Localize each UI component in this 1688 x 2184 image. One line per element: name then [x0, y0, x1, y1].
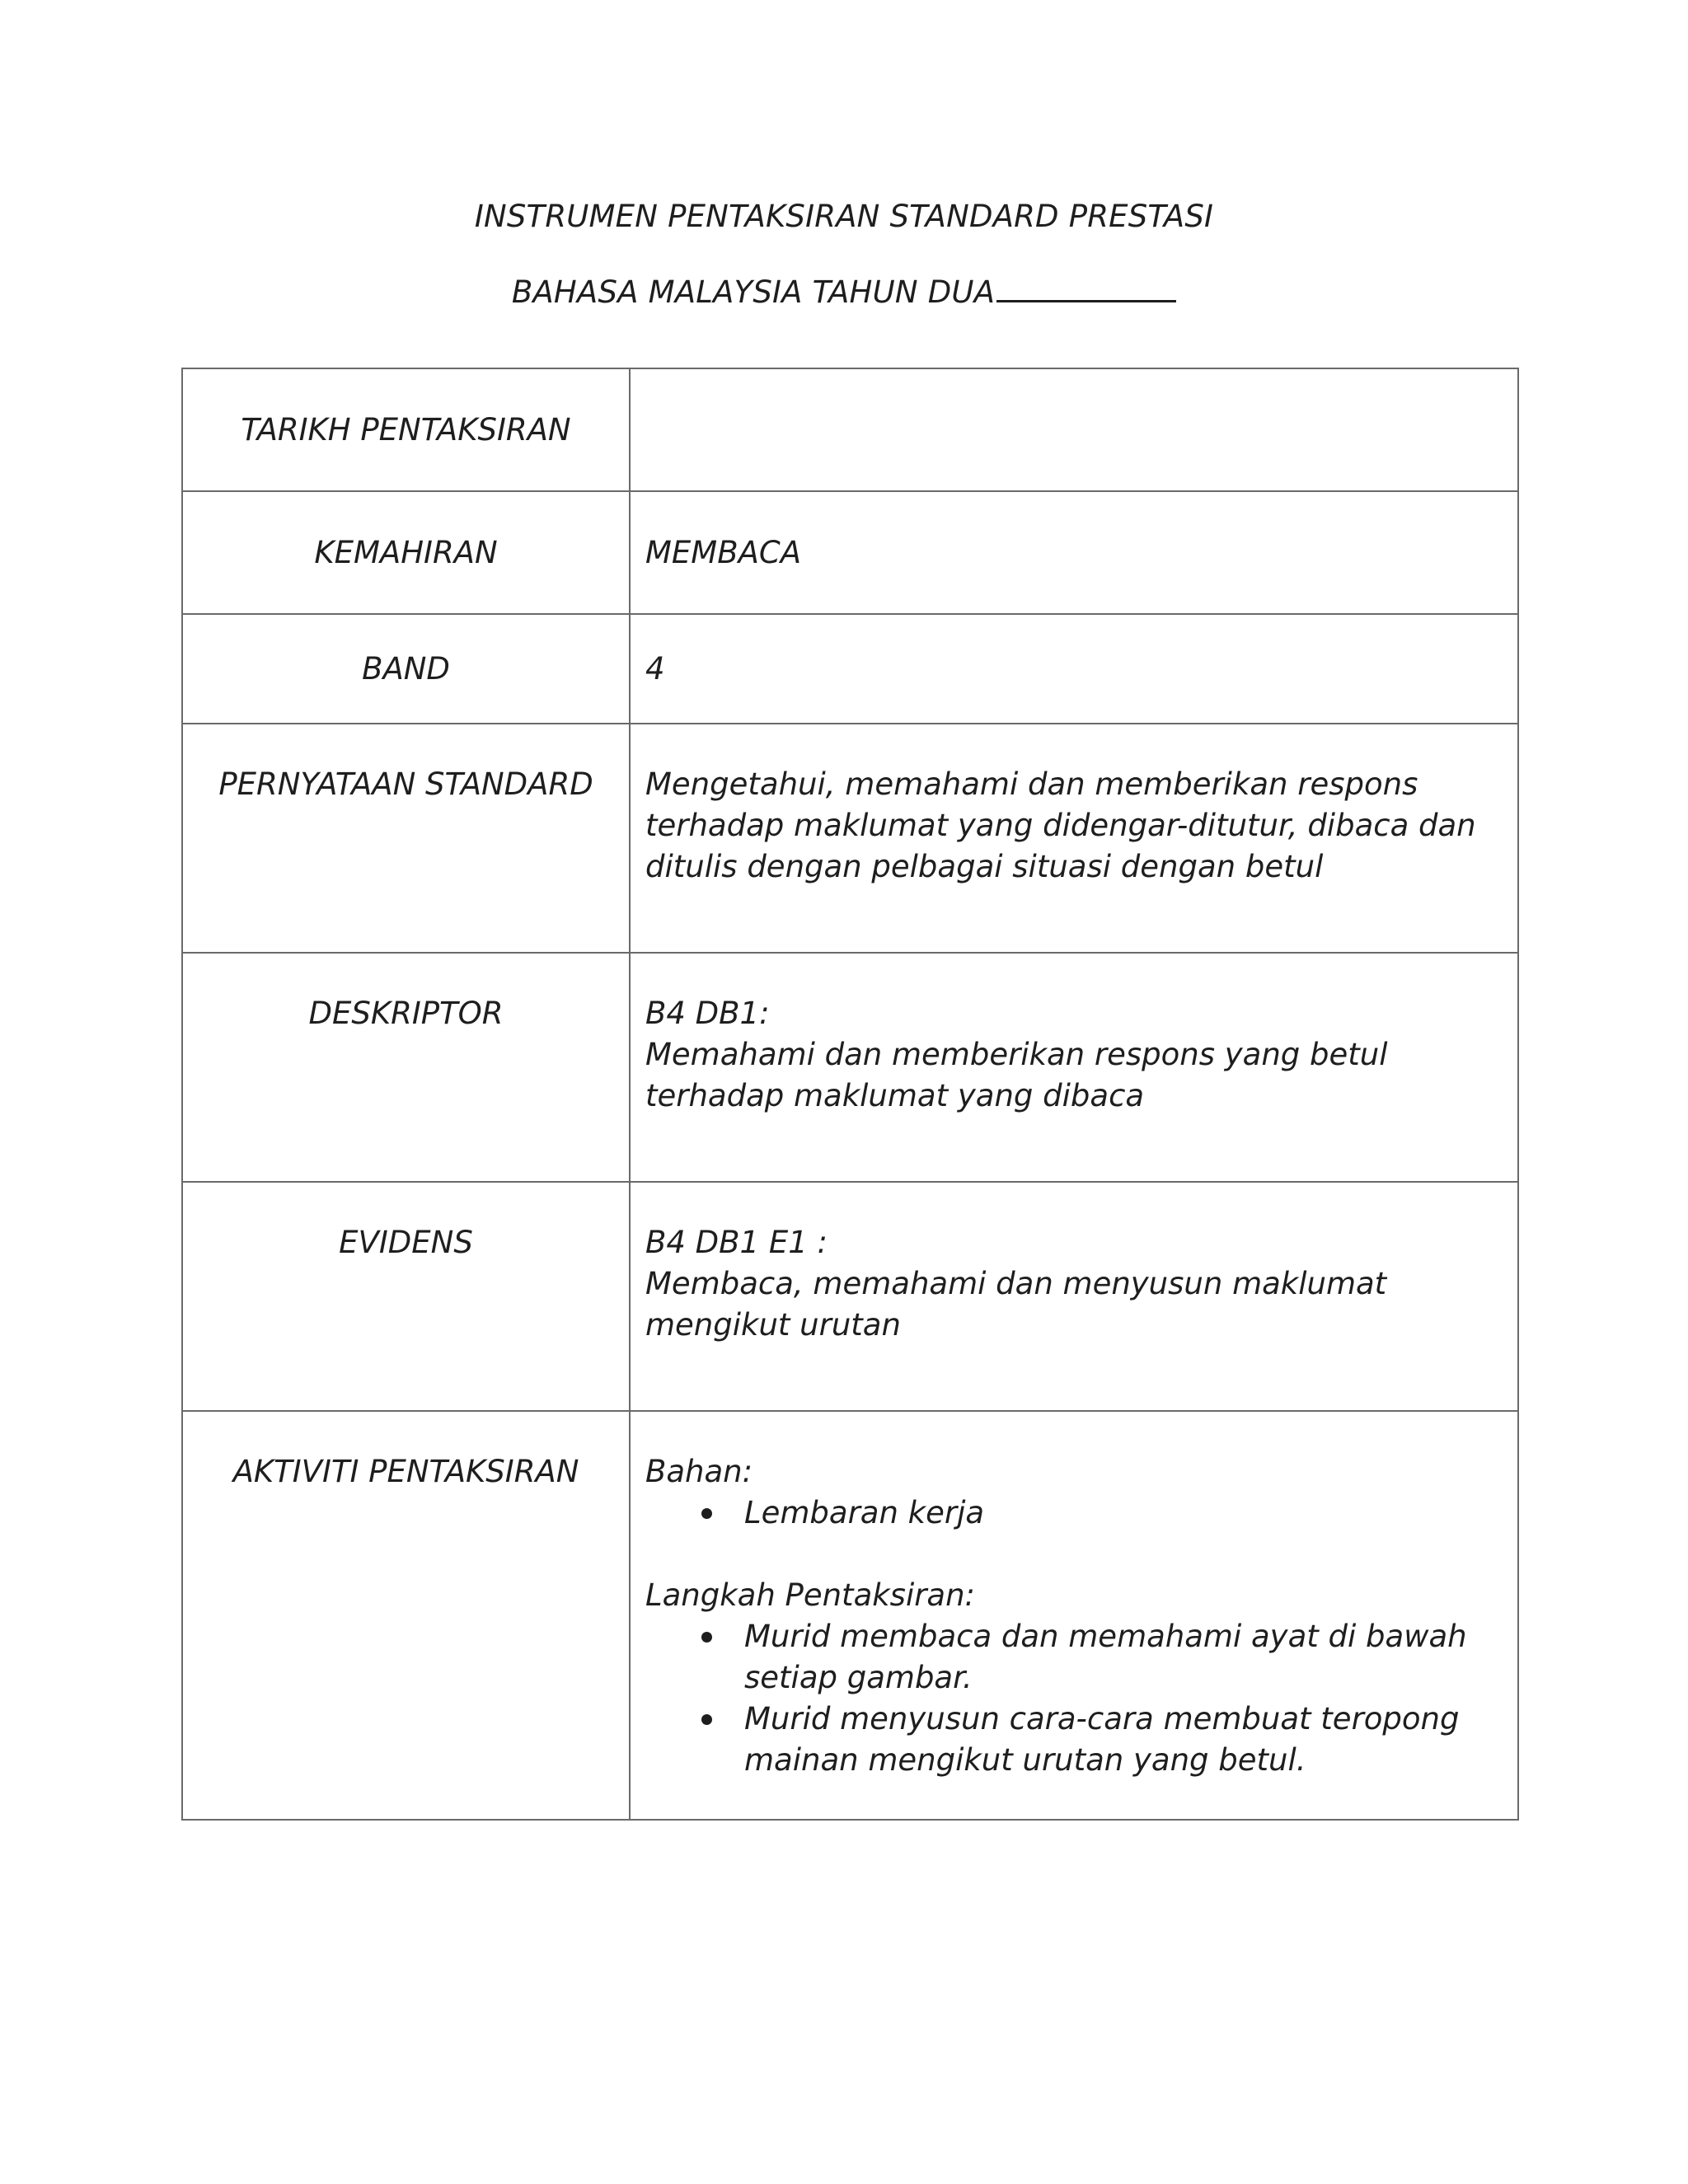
row-value-tarikh: [630, 368, 1518, 491]
table-row-tarikh: [182, 368, 1518, 491]
evidens-text: Membaca, memahami dan menyusun maklumat mengikut urutan: [645, 1266, 1387, 1343]
row-value-aktiviti: [630, 1411, 1518, 1820]
table-row-deskriptor: [182, 953, 1518, 1182]
table-row-kemahiran: [182, 491, 1518, 614]
row-label-aktiviti: AKTIVITI PENTAKSIRAN: [182, 1411, 630, 1820]
table-row-pernyataan: [182, 724, 1518, 953]
table-row-aktiviti: [182, 1411, 1518, 1820]
row-label-band: BAND: [182, 614, 630, 724]
row-value-band: 4: [630, 614, 1518, 724]
document-subtitle: [0, 274, 1688, 310]
row-value-evidens: [630, 1182, 1518, 1411]
langkah-heading: Langkah Pentaksiran:: [645, 1577, 976, 1613]
document-title: INSTRUMEN PENTAKSIRAN STANDARD PRESTASI: [474, 199, 1214, 234]
langkah-list: [645, 1616, 1506, 1781]
deskriptor-code: B4 DB1:: [645, 996, 770, 1031]
fill-in-blank-line: [996, 275, 1176, 302]
row-label-kemahiran: KEMAHIRAN: [182, 491, 630, 614]
row-value-deskriptor: [630, 953, 1518, 1182]
table-row-evidens: [182, 1182, 1518, 1411]
table-row-band: [182, 614, 1518, 724]
row-value-kemahiran: MEMBACA: [630, 491, 1518, 614]
list-item: Murid menyusun cara-cara membuat teropong mainan mengikut urutan yang betul.: [744, 1699, 1506, 1781]
row-label-pernyataan: PERNYATAAN STANDARD: [182, 724, 630, 953]
evidens-code: B4 DB1 E1 :: [645, 1225, 828, 1260]
row-label-deskriptor: DESKRIPTOR: [182, 953, 630, 1182]
list-item: Lembaran kerja: [744, 1493, 1506, 1534]
row-value-pernyataan: Mengetahui, memahami dan memberikan respons terhadap maklumat yang didengar-ditutur, dibaca dan ditulis dengan pelbagai situasi dengan betul: [630, 724, 1518, 953]
deskriptor-text: Memahami dan memberikan respons yang betul terhadap maklumat yang dibaca: [645, 1037, 1388, 1113]
row-label-evidens: EVIDENS: [182, 1182, 630, 1411]
bahan-list: [645, 1493, 1506, 1534]
row-label-tarikh: TARIKH PENTAKSIRAN: [182, 368, 630, 491]
list-item: Murid membaca dan memahami ayat di bawah setiap gambar.: [744, 1616, 1506, 1699]
subtitle-text: BAHASA MALAYSIA TAHUN DUA: [511, 274, 996, 310]
bahan-heading: Bahan:: [645, 1454, 753, 1489]
assessment-table: [181, 368, 1519, 1821]
